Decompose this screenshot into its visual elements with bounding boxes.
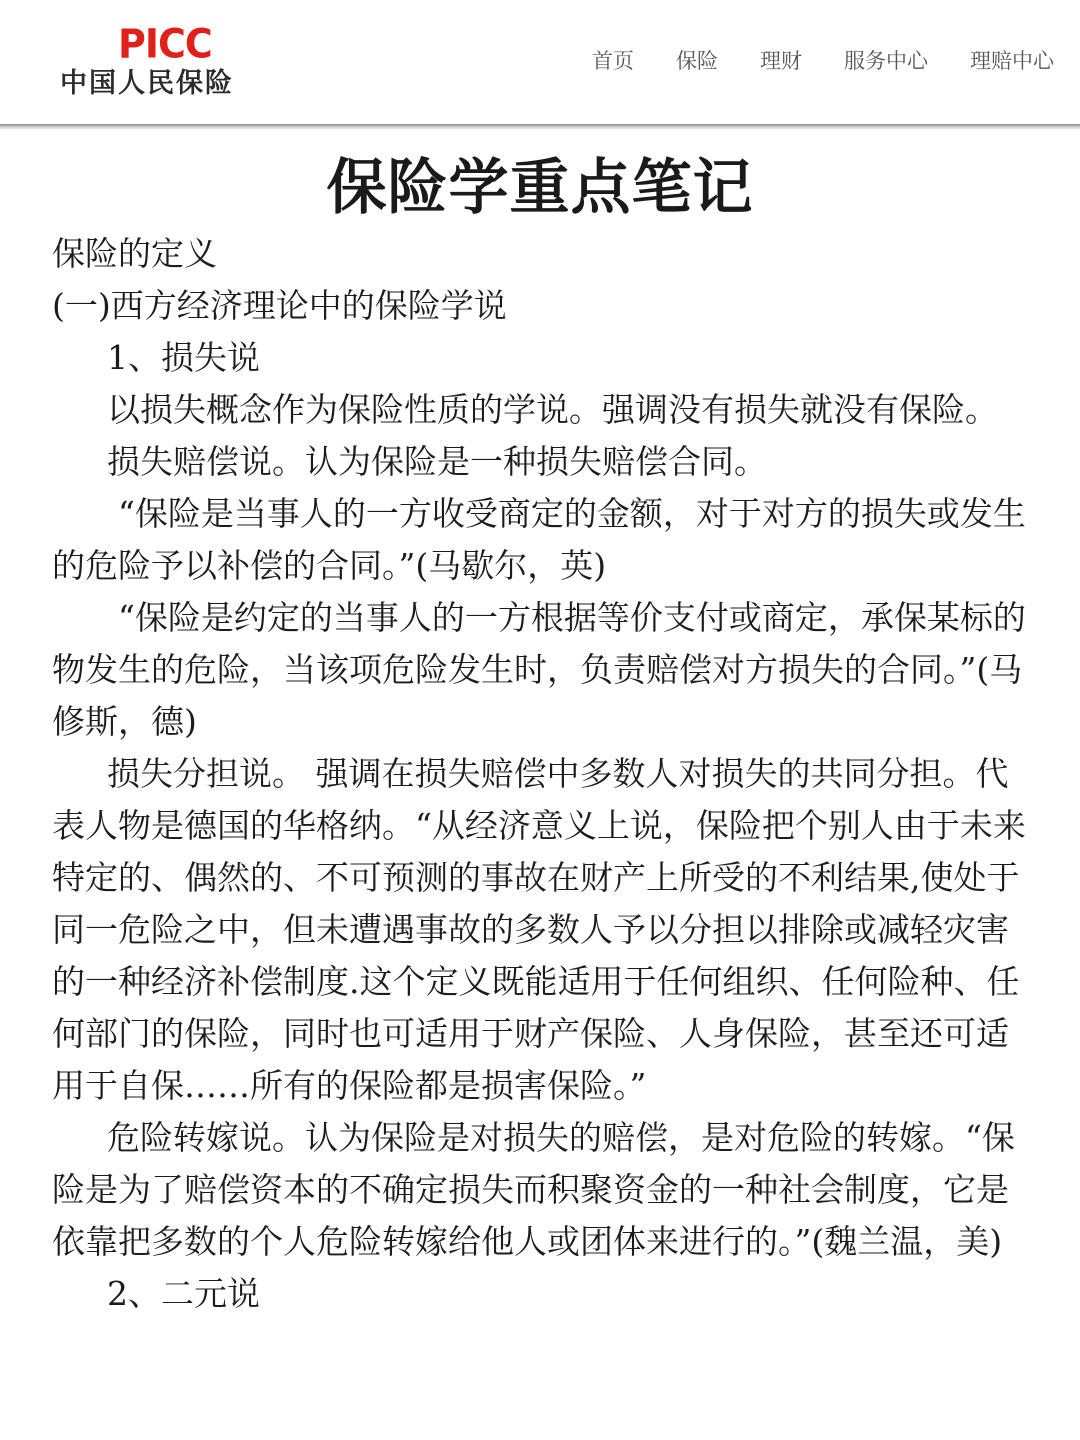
subsection-heading: (一)西方经济理论中的保险学说 xyxy=(52,286,507,325)
item-heading: 1、损失说 xyxy=(107,338,260,377)
header-divider xyxy=(0,124,1080,130)
paragraph: 危险转嫁说。认为保险是对损失的赔偿，是对危险的转嫁。“保险是为了赔偿资本的不确定损失而积聚资金的一种社会制度，它是依靠把多数的个人危险转嫁给他人或团体来进行的。”(魏兰温，美) xyxy=(52,1118,1015,1261)
nav-item-claims-center[interactable]: 理赔中心 xyxy=(970,49,1054,73)
quote-paragraph: “保险是当事人的一方收受商定的金额，对于对方的损失或发生的危险予以补偿的合同。”(马歇尔，英) xyxy=(52,494,1026,585)
quote-paragraph: “保险是约定的当事人的一方根据等价支付或商定，承保某标的物发生的危险，当该项危险发生时，负责赔偿对方损失的合同。”(马修斯，德) xyxy=(52,598,1026,741)
nav-item-home[interactable]: 首页 xyxy=(592,49,634,73)
item-heading: 2、二元说 xyxy=(107,1274,260,1313)
main-nav xyxy=(550,46,1054,76)
site-header xyxy=(0,0,1080,124)
logo-mark: PICC xyxy=(118,20,212,68)
page-title: 保险学重点笔记 xyxy=(326,153,754,223)
section-heading: 保险的定义 xyxy=(52,234,217,273)
nav-item-service-center[interactable]: 服务中心 xyxy=(844,49,928,73)
logo-company-name: 中国人民保险 xyxy=(60,68,234,99)
paragraph: 损失赔偿说。认为保险是一种损失赔偿合同。 xyxy=(107,442,767,481)
paragraph: 损失分担说。 强调在损失赔偿中多数人对损失的共同分担。代表人物是德国的华格纳。“从经济意义上说，保险把个别人由于未来特定的、偶然的、不可预测的事故在财产上所受的不利结果,使处于同一危险之中，但未遭遇事故的多数人予以分担以排除或减轻灾害的一种经济补偿制度.这个定义既能适用于任何组织、任何险种、任何部门的保险，同时也可适用于财产保险、人身保险，甚至还可适用于自保……所有的保险都是损害保险。” xyxy=(52,754,1026,1105)
nav-item-insurance[interactable]: 保险 xyxy=(676,49,718,73)
document-body xyxy=(52,228,1027,1320)
paragraph: 以损失概念作为保险性质的学说。强调没有损失就没有保险。 xyxy=(107,390,998,429)
nav-item-finance[interactable]: 理财 xyxy=(760,49,802,73)
picc-logo[interactable] xyxy=(60,22,270,102)
